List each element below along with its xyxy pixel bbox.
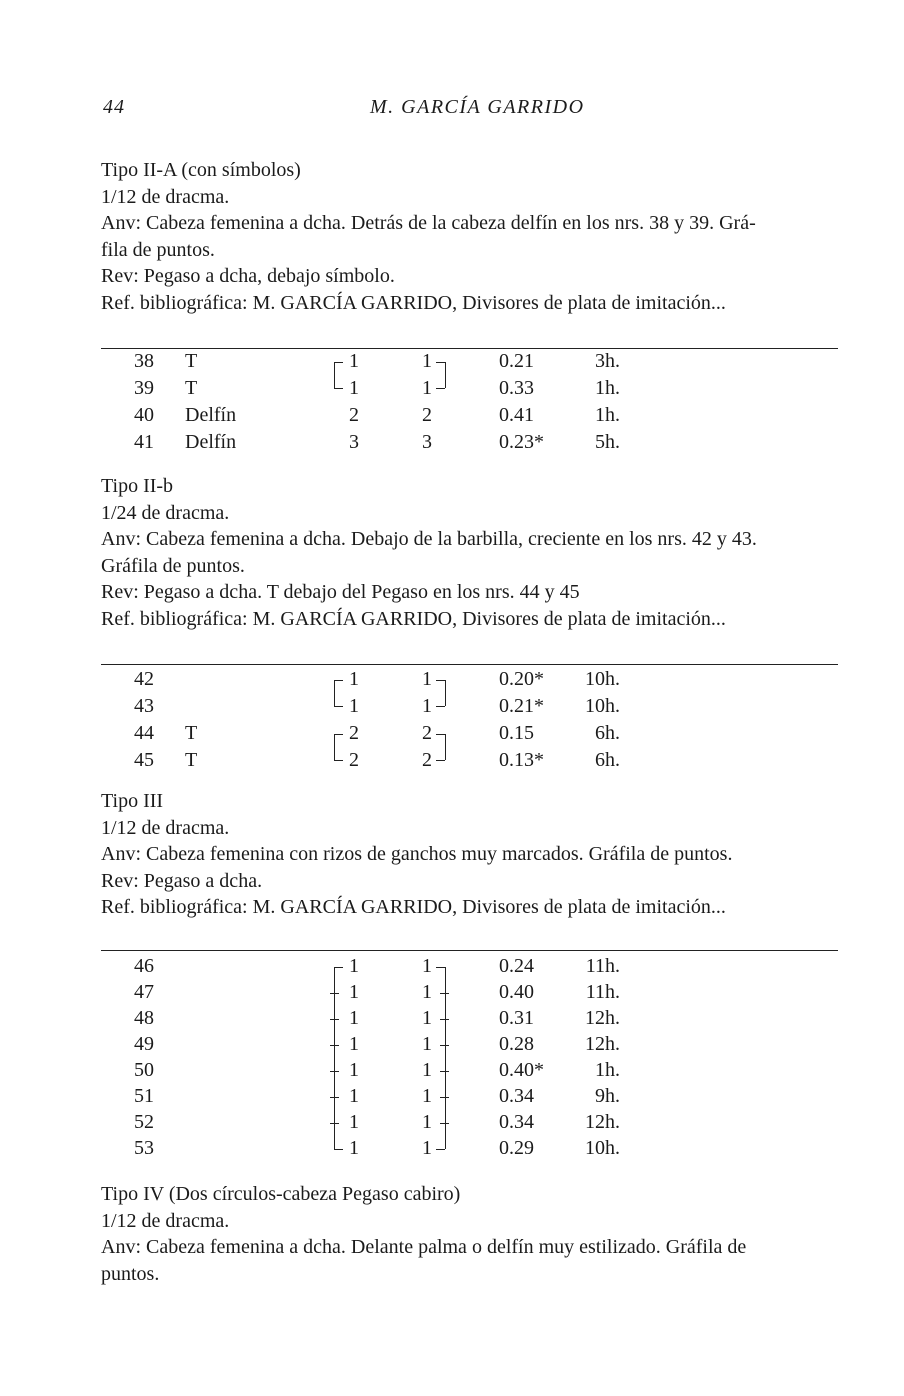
bracket-tick — [334, 680, 343, 681]
coin-number: 43 — [134, 695, 154, 717]
table-row — [0, 695, 904, 721]
table-row — [0, 1111, 904, 1137]
obverse-die: 1 — [349, 1059, 359, 1081]
bracket-tick — [440, 1071, 449, 1072]
die-axis: 1h. — [595, 404, 620, 426]
bracket-tick — [440, 1123, 449, 1124]
die-axis: 11h. — [585, 955, 620, 977]
die-axis: 3h. — [595, 350, 620, 372]
reverse-description: Rev: Pegaso a dcha. T debajo del Pegaso en los nrs. 44 y 45 — [101, 581, 580, 603]
die-axis: 5h. — [595, 431, 620, 453]
die-axis: 11h. — [585, 981, 620, 1003]
bracket-tick — [436, 706, 445, 707]
symbol: T — [185, 377, 198, 399]
table-row — [0, 377, 904, 403]
die-link-bracket-right — [445, 362, 446, 388]
type-heading: Tipo IV (Dos círculos-cabeza Pegaso cabiro) — [101, 1183, 461, 1205]
symbol: Delfín — [185, 404, 237, 426]
type-heading: Tipo II-A (con símbolos) — [101, 159, 301, 181]
die-link-bracket-right — [445, 680, 446, 706]
coin-number: 40 — [134, 404, 154, 426]
table-row — [0, 1085, 904, 1111]
reverse-die: 1 — [422, 1137, 432, 1159]
die-link-bracket-right — [445, 734, 446, 760]
reverse-die: 1 — [422, 377, 432, 399]
weight: 0.40* — [499, 1059, 544, 1081]
obverse-die: 2 — [349, 722, 359, 744]
table-rule — [101, 348, 838, 349]
bracket-tick — [334, 1149, 343, 1150]
obverse-die: 1 — [349, 668, 359, 690]
bracket-tick — [334, 388, 343, 389]
section-tipo-ii-b-description — [101, 473, 846, 632]
bracket-tick — [334, 362, 343, 363]
die-link-bracket-right — [445, 967, 446, 1149]
weight: 0.23* — [499, 431, 544, 453]
reverse-die: 1 — [422, 350, 432, 372]
reverse-die: 1 — [422, 1033, 432, 1055]
weight: 0.41 — [499, 404, 534, 426]
obverse-die: 1 — [349, 1033, 359, 1055]
table-row — [0, 431, 904, 457]
bracket-tick — [436, 967, 445, 968]
obverse-die: 2 — [349, 749, 359, 771]
reverse-die: 3 — [422, 431, 432, 453]
die-axis: 10h. — [585, 1137, 620, 1159]
obverse-die: 1 — [349, 1085, 359, 1107]
weight: 0.24 — [499, 955, 534, 977]
reverse-die: 1 — [422, 668, 432, 690]
table-row — [0, 404, 904, 430]
reverse-description: Rev: Pegaso a dcha. — [101, 869, 263, 892]
obverse-die: 1 — [349, 1137, 359, 1159]
table-row — [0, 722, 904, 748]
weight: 0.34 — [499, 1085, 534, 1107]
section-tipo-ii-a-description — [101, 157, 846, 316]
reverse-die: 1 — [422, 1059, 432, 1081]
die-link-bracket-left — [334, 680, 335, 706]
die-link-bracket-left — [334, 734, 335, 760]
bracket-tick — [334, 706, 343, 707]
bracket-tick — [436, 680, 445, 681]
bracket-tick — [330, 1071, 339, 1072]
bracket-tick — [334, 967, 343, 968]
bracket-tick — [436, 760, 445, 761]
reverse-die: 2 — [422, 749, 432, 771]
symbol: T — [185, 350, 198, 372]
bracket-tick — [330, 1019, 339, 1020]
bibliographic-reference: Ref. bibliográfica: M. GARCÍA GARRIDO, Divisores de plata de imitación... — [101, 607, 726, 630]
page-number: 44 — [103, 96, 125, 118]
coin-number: 49 — [134, 1033, 154, 1055]
coin-number: 38 — [134, 350, 154, 372]
bracket-tick — [334, 734, 343, 735]
coin-number: 45 — [134, 749, 154, 771]
obverse-description-cont: puntos. — [101, 1262, 160, 1285]
die-axis: 9h. — [595, 1085, 620, 1107]
bibliographic-reference: Ref. bibliográfica: M. GARCÍA GARRIDO, Divisores de plata de imitación... — [101, 896, 726, 918]
obverse-description-cont: fila de puntos. — [101, 238, 215, 261]
coin-number: 42 — [134, 668, 154, 690]
obverse-die: 1 — [349, 1111, 359, 1133]
die-axis: 10h. — [585, 695, 620, 717]
weight: 0.34 — [499, 1111, 534, 1133]
weight: 0.20* — [499, 668, 544, 690]
reverse-die: 1 — [422, 981, 432, 1003]
type-heading: Tipo III — [101, 790, 164, 812]
reverse-die: 1 — [422, 1007, 432, 1029]
table-rule — [101, 950, 838, 951]
die-axis: 1h. — [595, 377, 620, 399]
table-row — [0, 350, 904, 376]
bracket-tick — [436, 362, 445, 363]
denomination: 1/12 de dracma. — [101, 185, 230, 208]
weight: 0.21* — [499, 695, 544, 717]
die-link-bracket-left — [334, 362, 335, 388]
coin-number: 41 — [134, 431, 154, 453]
symbol: Delfín — [185, 431, 237, 453]
obverse-description-cont: Gráfila de puntos. — [101, 554, 245, 577]
obverse-die: 3 — [349, 431, 359, 453]
obverse-description: Anv: Cabeza femenina a dcha. Debajo de la barbilla, creciente en los nrs. 42 y 43. — [101, 528, 757, 550]
type-heading: Tipo II-b — [101, 475, 174, 497]
die-axis: 6h. — [595, 749, 620, 771]
symbol: T — [185, 722, 198, 744]
bracket-tick — [436, 388, 445, 389]
coin-number: 52 — [134, 1111, 154, 1133]
bracket-tick — [330, 1123, 339, 1124]
die-link-bracket-left — [334, 967, 335, 1149]
symbol: T — [185, 749, 198, 771]
reverse-die: 1 — [422, 1085, 432, 1107]
denomination: 1/12 de dracma. — [101, 816, 230, 839]
table-row — [0, 981, 904, 1007]
table-row — [0, 668, 904, 694]
die-axis: 10h. — [585, 668, 620, 690]
table-row — [0, 1137, 904, 1163]
weight: 0.33 — [499, 377, 534, 399]
obverse-description: Anv: Cabeza femenina con rizos de ganchos muy marcados. Gráfila de puntos. — [101, 843, 733, 865]
die-axis: 12h. — [585, 1033, 620, 1055]
bracket-tick — [440, 1045, 449, 1046]
coin-number: 44 — [134, 722, 154, 744]
obverse-description: Anv: Cabeza femenina a dcha. Detrás de la cabeza delfín en los nrs. 38 y 39. Grá- — [101, 212, 756, 234]
coin-number: 53 — [134, 1137, 154, 1159]
obverse-die: 2 — [349, 404, 359, 426]
running-header — [0, 96, 904, 132]
reverse-die: 2 — [422, 404, 432, 426]
reverse-die: 1 — [422, 1111, 432, 1133]
die-axis: 1h. — [595, 1059, 620, 1081]
reverse-die: 2 — [422, 722, 432, 744]
table-row — [0, 1033, 904, 1059]
weight: 0.15 — [499, 722, 534, 744]
obverse-die: 1 — [349, 350, 359, 372]
coin-number: 51 — [134, 1085, 154, 1107]
coin-number: 48 — [134, 1007, 154, 1029]
denomination: 1/12 de dracma. — [101, 1209, 230, 1232]
section-tipo-iii-description — [101, 788, 846, 921]
bibliographic-reference: Ref. bibliográfica: M. GARCÍA GARRIDO, Divisores de plata de imitación... — [101, 291, 726, 314]
bracket-tick — [440, 1019, 449, 1020]
obverse-die: 1 — [349, 377, 359, 399]
section-tipo-iv-description — [101, 1181, 846, 1287]
weight: 0.13* — [499, 749, 544, 771]
weight: 0.28 — [499, 1033, 534, 1055]
weight: 0.21 — [499, 350, 534, 372]
weight: 0.40 — [499, 981, 534, 1003]
die-axis: 12h. — [585, 1007, 620, 1029]
die-axis: 12h. — [585, 1111, 620, 1133]
coin-number: 39 — [134, 377, 154, 399]
reverse-die: 1 — [422, 955, 432, 977]
table-row — [0, 955, 904, 981]
bracket-tick — [440, 1097, 449, 1098]
coin-number: 46 — [134, 955, 154, 977]
coin-number: 50 — [134, 1059, 154, 1081]
weight: 0.31 — [499, 1007, 534, 1029]
table-row — [0, 1059, 904, 1085]
bracket-tick — [436, 734, 445, 735]
bracket-tick — [436, 1149, 445, 1150]
bracket-tick — [330, 1097, 339, 1098]
obverse-description: Anv: Cabeza femenina a dcha. Delante palma o delfín muy estilizado. Gráfila de — [101, 1236, 747, 1258]
obverse-die: 1 — [349, 955, 359, 977]
obverse-die: 1 — [349, 1007, 359, 1029]
die-axis: 6h. — [595, 722, 620, 744]
bracket-tick — [440, 993, 449, 994]
obverse-die: 1 — [349, 981, 359, 1003]
denomination: 1/24 de dracma. — [101, 501, 230, 524]
table-rule — [101, 664, 838, 665]
table-row — [0, 749, 904, 775]
weight: 0.29 — [499, 1137, 534, 1159]
bracket-tick — [330, 1045, 339, 1046]
table-row — [0, 1007, 904, 1033]
reverse-description: Rev: Pegaso a dcha, debajo símbolo. — [101, 265, 395, 287]
bracket-tick — [334, 760, 343, 761]
coin-number: 47 — [134, 981, 154, 1003]
running-head-author: M. GARCÍA GARRIDO — [370, 96, 585, 118]
obverse-die: 1 — [349, 695, 359, 717]
reverse-die: 1 — [422, 695, 432, 717]
bracket-tick — [330, 993, 339, 994]
